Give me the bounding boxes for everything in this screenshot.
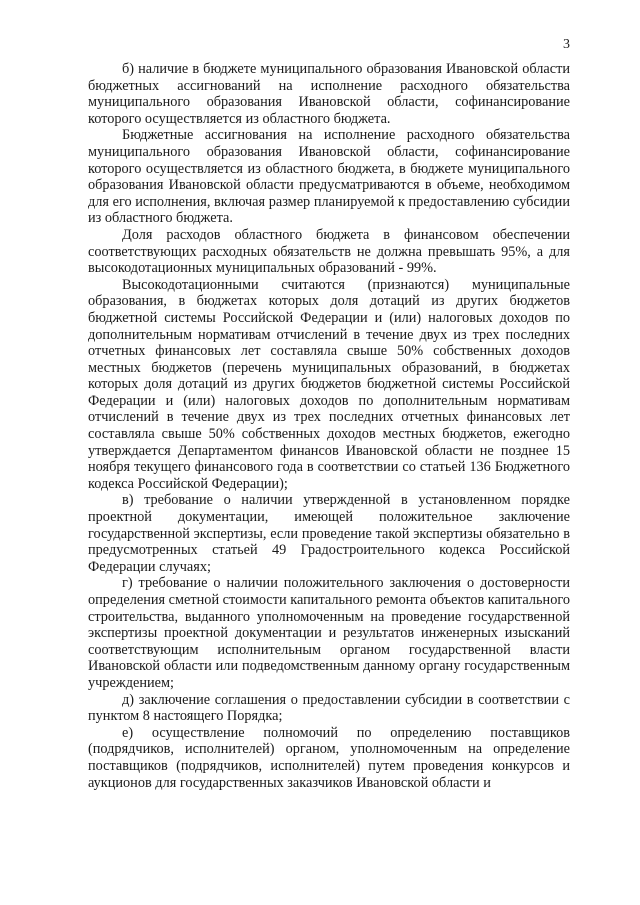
paragraph-g: г) требование о наличии положительного заключения о достоверности определения сметной стоимости капитального ремонта объектов капитального строительства, выданного уполномоченным на проведение государственной экспертизы проектной документации и результатов инженерных изысканий соответствующим исполнительным органом государственной власти Ивановской области или подведомственным данному органу государственным учреждением;	[88, 575, 570, 691]
paragraph-e: е) осуществление полномочий по определению поставщиков (подрядчиков, исполнителей) органом, уполномоченным на определение поставщиков (подрядчиков, исполнителей) путем проведения конкурсов и аукционов для государственных заказчиков Ивановской области и	[88, 724, 570, 791]
document-body	[88, 61, 570, 791]
paragraph-d: д) заключение соглашения о предоставлении субсидии в соответствии с пунктом 8 настоящего Порядка;	[88, 691, 570, 725]
page-number: 3	[563, 37, 570, 52]
paragraph-budget-allocations: Бюджетные ассигнования на исполнение расходного обязательства муниципального образования Ивановской области, софинансирование которого осуществляется из областного бюджета, в бюджете муниципального образования Ивановской области предусматриваются в объеме, необходимом для его исполнения, включая размер планируемой к предоставлению субсидии из областного бюджета.	[88, 127, 570, 227]
paragraph-b: б) наличие в бюджете муниципального образования Ивановской области бюджетных ассигнований на исполнение расходного обязательства муниципального образования Ивановской области, софинансирование которого осуществляется из областного бюджета.	[88, 61, 570, 127]
paragraph-high-subsidy-definition: Высокодотационными считаются (признаются) муниципальные образования, в бюджетах которых доля дотаций из других бюджетов бюджетной системы Российской Федерации и (или) налоговых доходов по дополнительным нормативам отчислений в течение двух из трех последних отчетных финансовых лет составляла свыше 50% собственных доходов местных бюджетов (перечень муниципальных образований, в бюджетах которых доля дотаций из других бюджетов бюджетной системы Российской Федерации и (или) налоговых доходов по дополнительным нормативам отчислений в течение двух из трех последних отчетных финансовых лет составляла свыше 50% собственных доходов местных бюджетов, ежегодно утверждается Департаментом финансов Ивановской области не позднее 15 ноября текущего финансового года в соответствии со статьей 136 Бюджетного кодекса Российской Федерации);	[88, 276, 570, 492]
paragraph-expense-share: Доля расходов областного бюджета в финансовом обеспечении соответствующих расходных обязательств не должна превышать 95%, а для высокодотационных муниципальных образований - 99%.	[88, 226, 570, 277]
paragraph-v: в) требование о наличии утвержденной в установленном порядке проектной документации, имеющей положительное заключение государственной экспертизы, если проведение такой экспертизы обязательно в предусмотренных статьей 49 Градостроительного кодекса Российской Федерации случаях;	[88, 492, 570, 575]
